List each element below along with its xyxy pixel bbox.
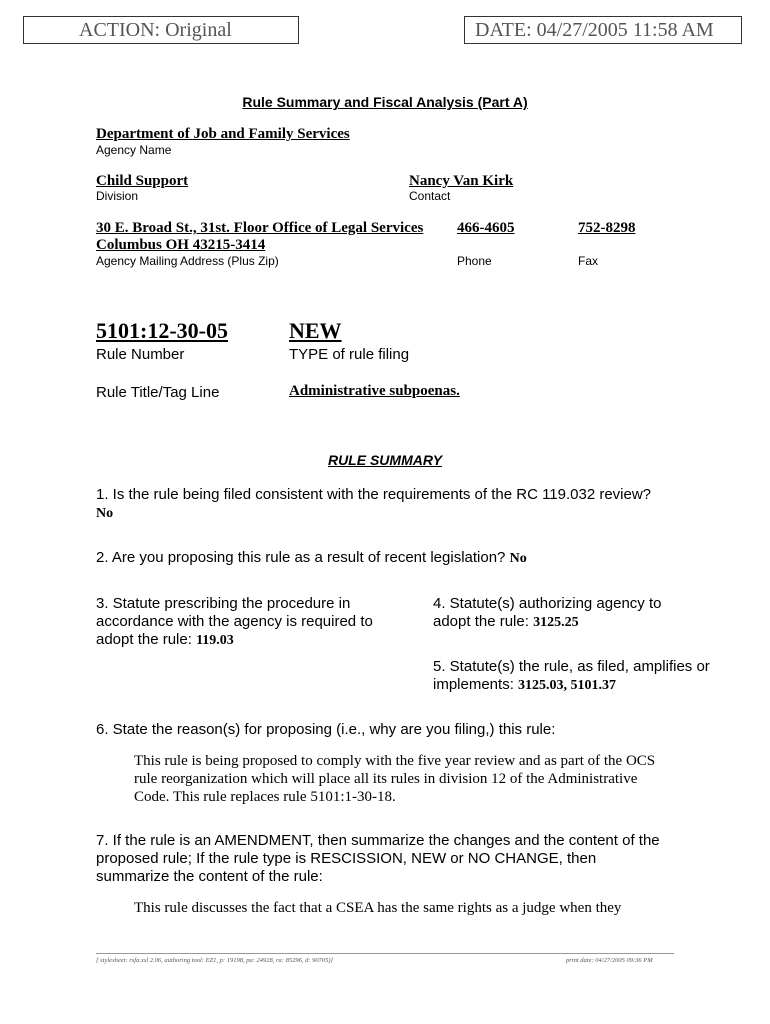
rule-title: Administrative subpoenas. bbox=[289, 383, 460, 399]
rule-summary-heading: RULE SUMMARY bbox=[327, 452, 443, 468]
answer-2: No bbox=[509, 551, 527, 566]
rule-title-label: Rule Title/Tag Line bbox=[96, 384, 220, 401]
division-label: Division bbox=[96, 189, 139, 203]
question-4-text: 4. Statute(s) authorizing agency to adopt the rule: bbox=[433, 595, 662, 630]
action-box bbox=[23, 16, 299, 44]
answer-4: 3125.25 bbox=[533, 615, 579, 630]
question-7-text: 7. If the rule is an AMENDMENT, then summarize the changes and the content of the proposed rule; If the rule type is RESCISSION, NEW or NO CHANGE, then summarize the content of the rule: bbox=[96, 832, 660, 885]
question-5-text: 5. Statute(s) the rule, as filed, amplifies or implements: bbox=[433, 658, 710, 693]
fax-label: Fax bbox=[578, 254, 599, 268]
phone-value: 466-4605 bbox=[457, 220, 515, 236]
footer-stylesheet: [ stylesheet: rsfa.xsl 2.06, authoring tool: EZ1, p: 19198, pa: 24928, ra: 85296, d: 90705)] bbox=[96, 957, 334, 964]
question-2 bbox=[96, 549, 696, 568]
question-1 bbox=[96, 486, 656, 523]
address-label: Agency Mailing Address (Plus Zip) bbox=[96, 254, 279, 268]
agency-name-label: Agency Name bbox=[96, 143, 172, 157]
agency-name: Department of Job and Family Services bbox=[96, 126, 350, 142]
question-5 bbox=[433, 658, 723, 695]
action-label: ACTION: Original bbox=[79, 19, 232, 41]
answer-5: 3125.03, 5101.37 bbox=[518, 678, 617, 693]
answer-1: No bbox=[96, 506, 114, 521]
fax-value: 752-8298 bbox=[578, 220, 636, 236]
phone-label: Phone bbox=[457, 254, 492, 268]
rule-type-label: TYPE of rule filing bbox=[289, 346, 410, 363]
date-box bbox=[464, 16, 742, 44]
date-label: DATE: 04/27/2005 11:58 AM bbox=[475, 19, 714, 41]
rule-type: NEW bbox=[289, 318, 342, 343]
answer-6: This rule is being proposed to comply with the five year review and as part of the OCS rule reorganization which will place all its rules in division 12 of the Administrative Code. This rule replaces rule 5101:1-30-18. bbox=[134, 753, 656, 805]
question-3 bbox=[96, 595, 386, 650]
rule-number: 5101:12-30-05 bbox=[96, 318, 228, 343]
question-1-text: 1. Is the rule being filed consistent with the requirements of the RC 119.032 review? bbox=[96, 486, 652, 503]
question-3-text: 3. Statute prescribing the procedure in accordance with the agency is required to adopt the rule: bbox=[96, 595, 373, 648]
address-line1: 30 E. Broad St., 31st. Floor Office of Legal Services bbox=[96, 220, 424, 236]
address-line2: Columbus OH 43215-3414 bbox=[96, 237, 266, 253]
contact-label: Contact bbox=[409, 189, 451, 203]
question-2-text: 2. Are you proposing this rule as a result of recent legislation? bbox=[96, 549, 506, 566]
answer-3: 119.03 bbox=[196, 633, 234, 648]
answer-7: This rule discusses the fact that a CSEA has the same rights as a judge when they bbox=[134, 900, 622, 916]
rule-number-label: Rule Number bbox=[96, 346, 185, 363]
footer-rule bbox=[96, 953, 674, 954]
division-name: Child Support bbox=[96, 173, 189, 189]
contact-name: Nancy Van Kirk bbox=[409, 173, 514, 189]
question-6-text: 6. State the reason(s) for proposing (i.e., why are you filing,) this rule: bbox=[96, 721, 556, 738]
question-4 bbox=[433, 595, 703, 632]
footer-print-date: print date: 04/27/2005 09:36 PM bbox=[566, 957, 653, 964]
page-title: Rule Summary and Fiscal Analysis (Part A) bbox=[242, 94, 528, 110]
